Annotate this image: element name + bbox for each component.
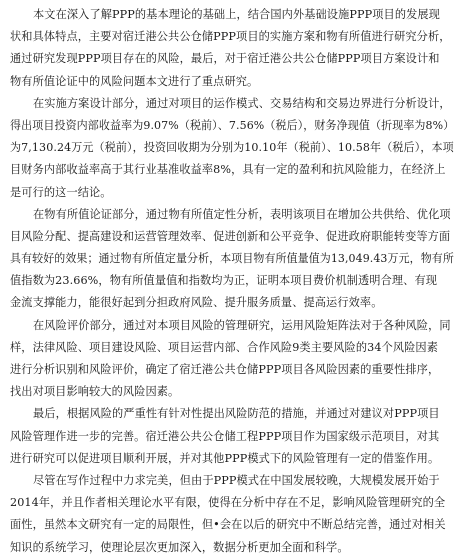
paragraph-intro bbox=[10, 4, 454, 93]
document-page bbox=[10, 4, 454, 559]
text-line: 风险管理作进一步的完善。宿迁港公共公仓储工程PPP项目作为国家级示范项目，对其 bbox=[10, 429, 440, 443]
text-line: 为7,130.24万元（税前），投资回收期为分别为10.10年（税前）、10.58年（税后），本项 bbox=[10, 141, 454, 155]
text-line: 物有所值论证中的风险问题本文进行了重点研究。 bbox=[10, 74, 259, 88]
text-line: 进行分析识别和风险评价，确定了宿迁港公共仓储PPP项目各风险因素的重要性排序， bbox=[10, 363, 440, 376]
text-line: 值指数为23.66%，物有所值量值和指数均为正，证明本项目费价机制透明合理、有现 bbox=[10, 274, 438, 288]
text-line: 在风险评价部分，通过对本项目风险的管理研究，运用风险矩阵法对于各种风险，同 bbox=[33, 318, 451, 332]
text-line: 通过研究发现PPP项目存在的风险，最后，对于宿迁港公共公仓储PPP项目方案设计和 bbox=[10, 52, 440, 66]
text-line: 知识的系统学习，使理论层次更加深入，数据分析更加全面和科学。 bbox=[10, 540, 349, 554]
text-line: 尽管在写作过程中力求完美，但由于PPP模式在中国发展较晚，大规模发展开始于 bbox=[33, 473, 440, 487]
text-line: 金流支撑能力，能很好起到分担政府风险、提升服务质量、提高运行效率。 bbox=[10, 296, 383, 310]
text-line: 具有较好的效果；通过物有所值定量分析，本项目物有所值量值为13,049.43万元，物有所 bbox=[10, 252, 454, 266]
text-line: 找出对项目影响较大的风险因素。 bbox=[10, 385, 180, 399]
text-line: 目财务内部收益率高于其行业基准收益率8%，具有一定的盈利和抗风险能力，在经济上 bbox=[10, 163, 446, 177]
paragraph-risk-evaluation bbox=[10, 315, 454, 404]
text-line: 在物有所值论证部分，通过物有所值定性分析，表明该项目在增加公共供给、优化项 bbox=[33, 207, 451, 221]
paragraph-value-for-money bbox=[10, 204, 454, 315]
paragraph-limitations bbox=[10, 470, 454, 559]
text-line: 最后，根据风险的严重性有针对性提出风险防范的措施，并通过对建议对PPP项目 bbox=[33, 407, 440, 421]
text-line: 是可行的这一结论。 bbox=[10, 185, 112, 199]
paragraph-implementation bbox=[10, 93, 454, 204]
text-line: 进行研究可以促进项目顺利开展，并对其他PPP模式下的风险管理有一定的借鉴作用。 bbox=[10, 451, 440, 465]
text-line: 样，法律风险、项目建设风险、项目运营内部、合作风险9类主要风险的34个风险因素 bbox=[10, 340, 439, 354]
text-line: 本文在深入了解PPP的基本理论的基础上，结合国内外基础设施PPP项目的发展现 bbox=[33, 8, 440, 21]
text-line: 2014年，并且作者相关理论水平有限，使得在分析中存在不足，影响风险管理研究的全 bbox=[10, 496, 446, 510]
text-line: 得出项目投资内部收益率为9.07%（税前）、7.56%（税后），财务净现值（折现率为8%） bbox=[10, 118, 455, 132]
text-line: 状和具体特点，主要对宿迁港公共公仓储PPP项目的实施方案和物有所值进行研究分析， bbox=[10, 30, 451, 44]
text-line: 面性，虽然本文研究有一定的局限性，但•会在以后的研究中不断总结完善，通过对相关 bbox=[10, 518, 446, 532]
text-line: 在实施方案设计部分，通过对项目的运作模式、交易结构和交易边界进行分析设计， bbox=[33, 96, 451, 110]
text-line: 目风险分配、提高建设和运营管理效率、促进创新和公平竞争、促进政府职能转变等方面 bbox=[10, 229, 451, 243]
paragraph-countermeasures bbox=[10, 403, 454, 470]
